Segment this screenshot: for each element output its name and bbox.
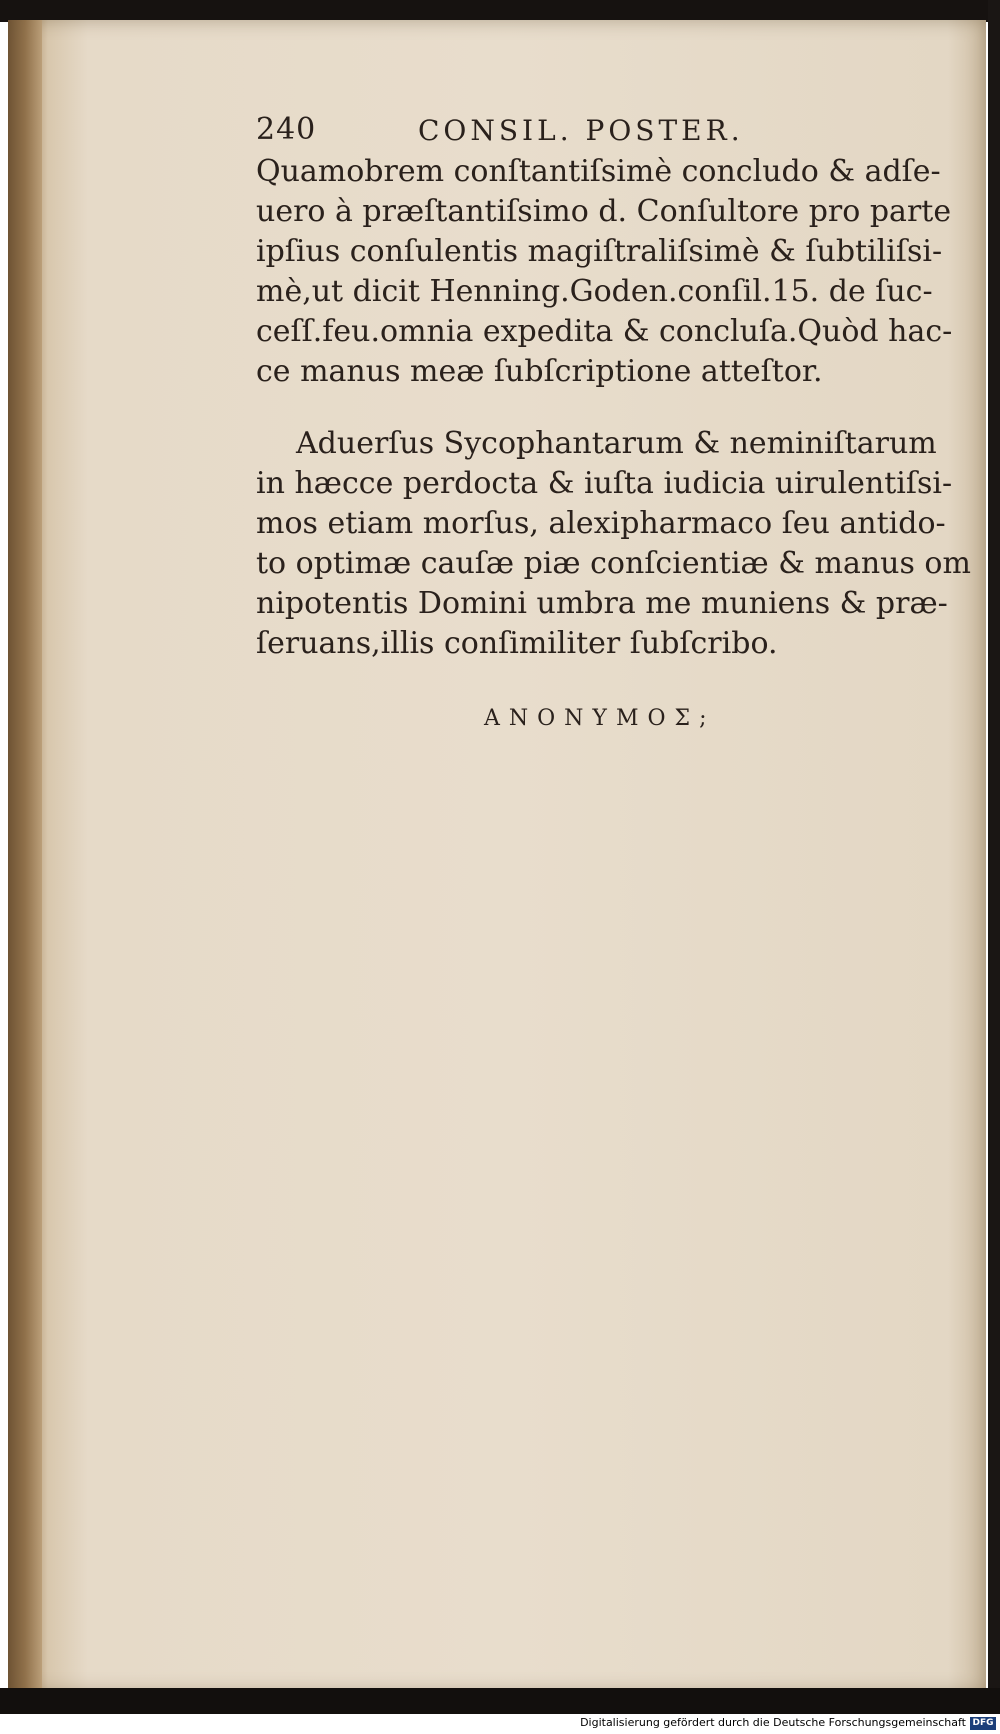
scan-bottom-border <box>0 1688 1000 1714</box>
text-line: nipotentis Domini umbra me muniens & præ- <box>256 586 948 621</box>
text-line: mos etiam morſus, alexipharmaco ſeu antido- <box>256 506 946 541</box>
text-line: ipſius conſulentis magiſtraliſsimè & ſubtiliſsi- <box>256 234 943 269</box>
running-head <box>256 112 856 152</box>
funding-credit: Digitalisierung gefördert durch die Deutsche Forschungsgemeinschaft <box>580 1716 966 1729</box>
text-line: Quamobrem conſtantiſsimè concludo & adſe- <box>256 154 941 189</box>
text-line: in hæcce perdocta & iuſta iudicia uirulentiſsi- <box>256 466 953 501</box>
text-line: mè,ut dicit Henning.Goden.conſil.15. de ſuc- <box>256 274 933 309</box>
signature-anonymos: ΑΝΟΝΥΜΟΣ; <box>484 706 716 731</box>
text-line: Aduerſus Sycophantarum & neminiſtarum <box>296 426 937 461</box>
scan-top-border <box>0 0 1000 22</box>
running-title: CONSIL. POSTER. <box>418 114 744 147</box>
scan-right-border <box>988 0 1000 1714</box>
paragraph-1 <box>256 152 956 392</box>
text-line: ce manus meæ ſubſcriptione atteſtor. <box>256 354 823 389</box>
digitization-footer <box>0 1714 1000 1734</box>
dfg-logo: DFG <box>970 1717 996 1730</box>
text-line: ſeruans,illis conſimiliter ſubſcribo. <box>256 626 778 661</box>
page-number: 240 <box>256 112 317 147</box>
text-line: to optimæ cauſæ piæ conſcientiæ & manus om <box>256 546 971 581</box>
page-binding-edge <box>8 20 42 1692</box>
paragraph-2 <box>256 424 971 664</box>
text-line: uero à præſtantiſsimo d. Conſultore pro parte <box>256 194 952 229</box>
text-line: ceſſ.feu.omnia expedita & concluſa.Quòd hac- <box>256 314 953 349</box>
